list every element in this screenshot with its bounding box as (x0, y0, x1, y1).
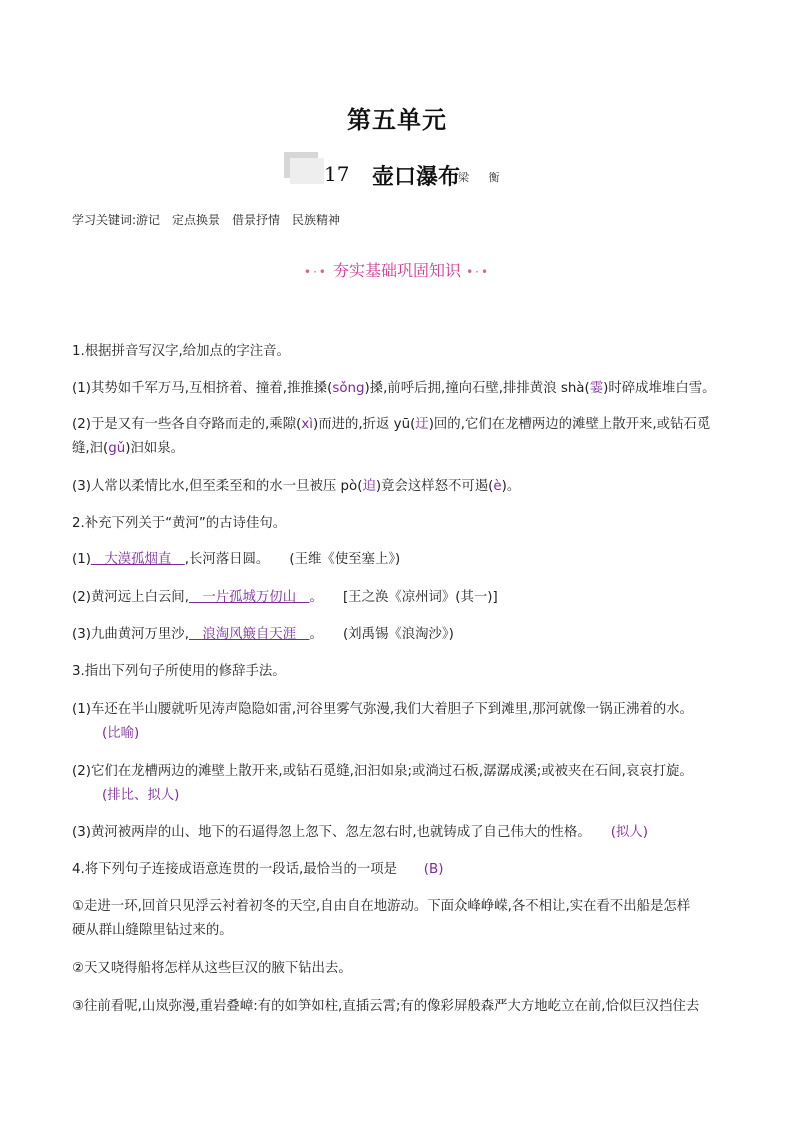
section-banner (0, 258, 794, 281)
q3-answer-2: (排比、拟人) (102, 788, 180, 803)
q2-prompt: 2.补充下列关于“黄河”的古诗佳句。 (72, 516, 287, 531)
answer: 迂 (415, 417, 429, 432)
text: (1)其势如千军万马,互相挤着、撞着,推推搡( (72, 381, 333, 396)
q3-sentence-3 (72, 821, 648, 840)
unit-title: 第五单元 (347, 106, 447, 134)
text: (3)黄河被两岸的山、地下的石逼得忽上忽下、忽左忽右时,也就铸成了自己伟大的性格。 (72, 825, 611, 840)
q1-sentence-1 (72, 377, 716, 396)
q2-line-2 (72, 586, 498, 605)
answer: 浪淘风簸自天涯 (188, 627, 310, 642)
answer: 一片孤城万仞山 (188, 590, 310, 605)
q1-prompt: 1.根据拼音写汉字,给加点的字注音。 (72, 344, 290, 359)
lesson-title: 壶口瀑布 (372, 165, 461, 190)
text: )回的,它们在龙槽两边的滩壁上散开来,或钻石觅 (428, 417, 711, 432)
answer: è (493, 479, 502, 494)
text: )搡,前呼后拥,撞向石壁,排排黄浪 shà( (364, 381, 590, 396)
banner-dots-left: •·• (303, 265, 328, 279)
q2-line-1 (72, 548, 400, 567)
lesson-number: 17 (324, 162, 350, 186)
lesson-author: 梁 衡 (458, 171, 508, 184)
q4-prompt (72, 858, 443, 877)
q2-line-3 (72, 623, 454, 642)
banner-dots-right: •·• (466, 265, 491, 279)
q4-option-3: ③往前看呢,山岚弥漫,重岩叠嶂:有的如笋如柱,直插云霄;有的像彩屏般森严大方地屹立在前,恰似巨汉挡住去 (72, 999, 700, 1014)
answer: 迫 (362, 479, 376, 494)
q4-option-1: ①走进一环,回首只见浮云衬着初冬的天空,自由自在地游动。下面众峰峥嵘,各不相让,实在看不出船是怎样 (72, 899, 691, 914)
q3-sentence-1: (1)车还在半山腰就听见涛声隐隐如雷,河谷里雾气弥漫,我们大着胆子下到滩里,那河就像一锅正沸着的水。 (72, 702, 693, 717)
text: (2)于是又有一些各自夺路而走的,乘隙( (72, 417, 302, 432)
q3-sentence-2: (2)它们在龙槽两边的滩壁上散开来,或钻石觅缝,汩汩如泉;或淌过石板,潺潺成溪;或被夹在石间,哀哀打旋。 (72, 764, 693, 779)
text: ,长河落日圆。 (王维《使至塞上》) (184, 552, 401, 567)
text: )汩如泉。 (125, 441, 185, 456)
text: (2)黄河远上白云间, (72, 590, 189, 605)
text: )竟会这样怒不可遏( (375, 479, 494, 494)
answer: (B) (423, 862, 444, 877)
lesson-heading (284, 150, 584, 190)
learning-keywords: 学习关键词:游记 定点换景 借景抒情 民族精神 (72, 213, 341, 227)
text: )。 (501, 479, 521, 494)
answer: (拟人) (610, 825, 648, 840)
text: 缝,汩( (72, 441, 109, 456)
q4-option-1-cont: 硬从群山缝隙里钻过来的。 (72, 923, 233, 938)
text: )而进的,折返 yū( (312, 417, 416, 432)
answer: 大漠孤烟直 (90, 552, 185, 567)
heading-decoration-shadow (290, 158, 324, 184)
text: 。 (刘禹锡《浪淘沙》) (309, 627, 454, 642)
answer: sǒng (332, 381, 365, 396)
answer: gǔ (108, 441, 126, 456)
text: (3)人常以柔情比水,但至柔至和的水一旦被压 pò( (72, 479, 363, 494)
text: )时碎成堆堆白雪。 (603, 381, 716, 396)
q1-sentence-3 (72, 475, 520, 494)
q3-prompt: 3.指出下列句子所使用的修辞手法。 (72, 664, 286, 679)
text: 4.将下列句子连接成语意连贯的一段话,最恰当的一项是 (72, 862, 424, 877)
answer: 霎 (589, 381, 604, 396)
text: (1) (72, 552, 91, 567)
text: 。 [王之涣《凉州词》(其一)] (309, 590, 498, 605)
q1-sentence-2 (72, 413, 710, 432)
answer: xì (301, 417, 313, 432)
q1-sentence-2-cont (72, 437, 184, 456)
q3-answer-1: (比喻) (102, 726, 140, 741)
text: (3)九曲黄河万里沙, (72, 627, 189, 642)
q4-option-2: ②天又哓得船将怎样从这些巨汉的腋下钻出去。 (72, 961, 352, 976)
banner-text: 夯实基础巩固知识 (332, 261, 461, 280)
